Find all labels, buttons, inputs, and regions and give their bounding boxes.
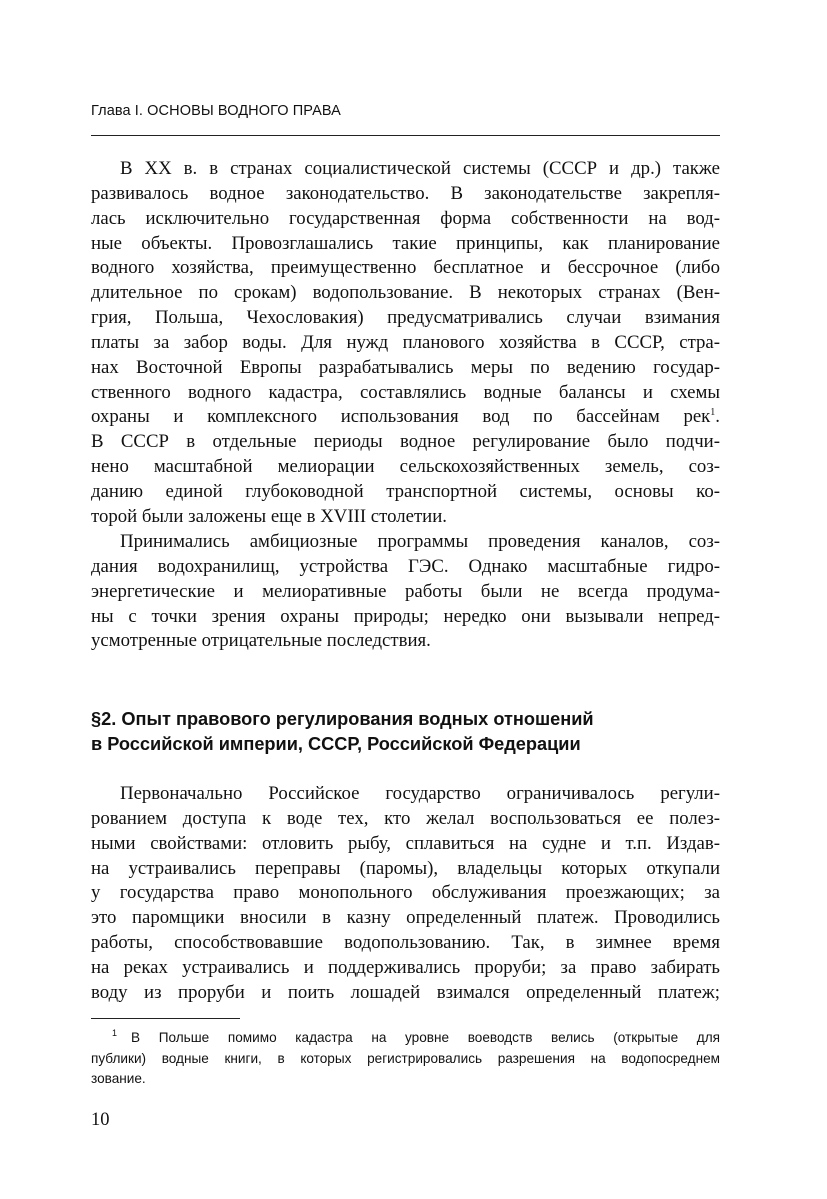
text-fragment: охраны и комплексного использования вод по бассейнам рек xyxy=(91,406,711,428)
footnote-line: зование. xyxy=(91,1071,146,1086)
section-heading xyxy=(91,707,720,757)
heading-line: в Российской империи, СССР, Российской Федерации xyxy=(91,734,581,754)
text-line: Первоначально Российское государство ограничивалось регули- xyxy=(120,783,720,804)
paragraph-1 xyxy=(91,157,720,530)
paragraph-2 xyxy=(91,530,720,654)
text-line: работы, способствовавшие водопользованию. Так, в зимнее время xyxy=(91,932,720,954)
text-line: дания водохранилищ, устройства ГЭС. Однако масштабные гидро- xyxy=(91,555,720,577)
footnote-reference[interactable]: 1 xyxy=(710,407,716,419)
text-line: нено масштабной мелиорации сельскохозяйственных земель, соз- xyxy=(91,456,720,478)
footnote-marker: 1 xyxy=(112,1028,118,1038)
text-line: на реках устраивались и поддерживались проруби; за право забирать xyxy=(91,956,720,978)
text-line: ные объекты. Провозглашались такие принципы, как планирование xyxy=(91,232,720,254)
footnote xyxy=(91,1028,720,1090)
text-line: развивалось водное законодательство. В законодательстве закрепля- xyxy=(91,182,720,204)
text-line: лась исключительно государственная форма собственности на вод- xyxy=(91,207,720,229)
heading-line: §2. Опыт правового регулирования водных отношений xyxy=(91,709,594,729)
text-line: Принимались амбициозные программы проведения каналов, соз- xyxy=(120,531,720,552)
text-line: грия, Польша, Чехословакия) предусматривались случаи взимания xyxy=(91,307,720,329)
text-line: В XX в. в странах социалистической системы (СССР и др.) также xyxy=(120,158,720,179)
text-line: нах Восточной Европы разрабатывались меры по ведению государ- xyxy=(91,356,720,378)
text-line: В СССР в отдельные периоды водное регулирование было подчи- xyxy=(91,431,720,453)
text-line: платы за забор воды. Для нужд планового хозяйства в СССР, стра- xyxy=(91,331,720,353)
running-head: Глава I. ОСНОВЫ ВОДНОГО ПРАВА xyxy=(91,103,341,119)
text-line: энергетические и мелиоративные работы были не всегда продума- xyxy=(91,580,720,602)
paragraph-3 xyxy=(91,782,720,1006)
text-line: на устраивались переправы (паромы), владельцы которых откупали xyxy=(91,857,720,879)
text-line: воду из проруби и поить лошадей взимался определенный платеж; xyxy=(91,981,720,1003)
footnote-text: В Польше помимо кадастра на уровне воеводств велись (открытые для xyxy=(131,1030,720,1045)
text-line: данию единой глубоководной транспортной системы, основы ко- xyxy=(91,480,720,502)
header-rule xyxy=(91,135,720,136)
text-line-with-footnote: охраны и комплексного использования вод по бассейнам рек$^1$. xyxy=(91,406,720,428)
text-line: водного хозяйства, преимущественно бесплатное и бессрочное (либо xyxy=(91,257,720,279)
text-line: длительное по срокам) водопользование. В некоторых странах (Вен- xyxy=(91,282,720,304)
page-number: 10 xyxy=(91,1110,110,1130)
text-line: рованием доступа к воде тех, кто желал воспользоваться ее полез- xyxy=(91,807,720,829)
text-line: ны с точки зрения охраны природы; нередко они вызывали непред- xyxy=(91,605,720,627)
text-line: торой были заложены еще в XVIII столетии. xyxy=(91,505,447,527)
footnote-line: публики) водные книги, в которых регистрировались разрешения на водопосреднем xyxy=(91,1050,720,1066)
footnote-rule xyxy=(91,1018,240,1019)
text-line: ственного водного кадастра, составлялись водные балансы и схемы xyxy=(91,381,720,403)
text-line: ными свойствами: отловить рыбу, сплавиться на судне и т.п. Издав- xyxy=(91,832,720,854)
footnote-line xyxy=(91,1028,720,1049)
text-line: усмотренные отрицательные последствия. xyxy=(91,630,431,652)
text-line: это паромщики вносили в казну определенный платеж. Проводились xyxy=(91,907,720,929)
text-line: у государства право монопольного обслуживания проезжающих; за xyxy=(91,882,720,904)
